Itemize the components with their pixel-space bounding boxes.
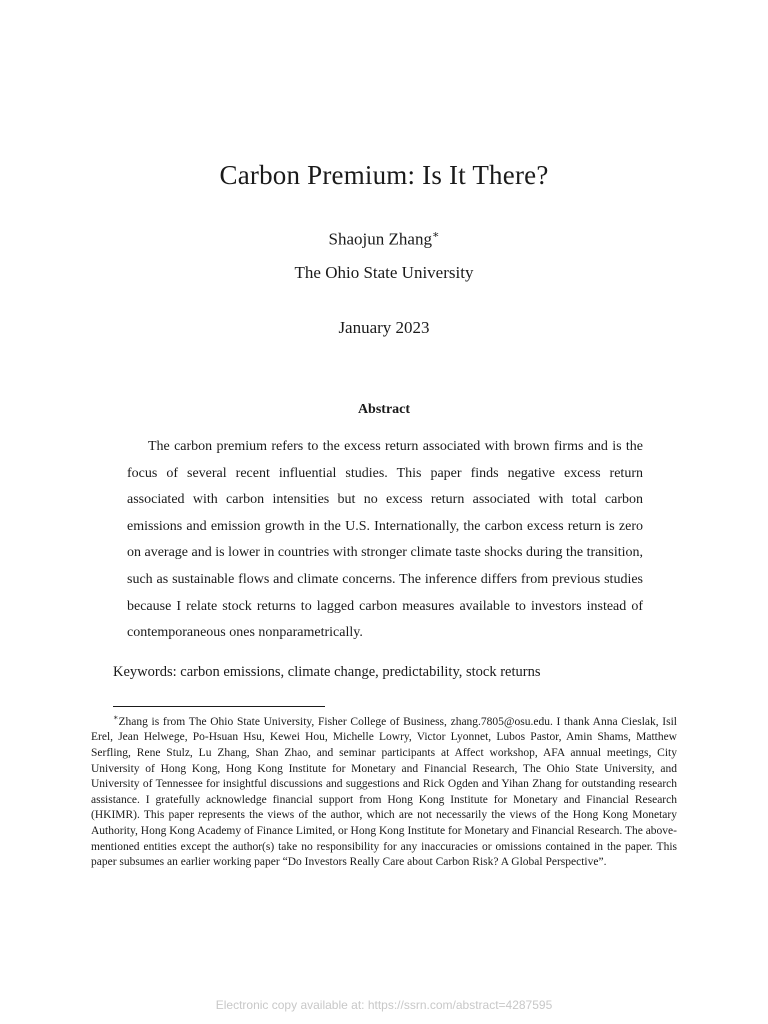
- footnote-text: Zhang is from The Ohio State University, Fisher College of Business, zhang.7805@osu.edu. I thank Anna Cieslak, Isil Erel, Jean Helwege, Po-Hsuan Hsu, Kewei Hou, Michelle Lowry, Victor Lyonnet, Lubos Pastor, Amin Shams, Matthew Serfling, Rene Stulz, Lu Zhang, Shan Zhao, and seminar participants at Affect workshop, AFA annual meetings, City University of Hong Kong, Hong Kong Institute for Monetary and Financial Research, The Ohio State University, and University of Tennessee for insightful discussions and suggestions and Rick Ogden and Yihan Zhang for outstanding research assistance. I gratefully acknowledge financial support from Hong Kong Institute for Monetary and Financial Research (HKIMR). This paper represents the views of the author, which are not necessarily the views of the Hong Kong Monetary Authority, Hong Kong Academy of Finance Limited, or Hong Kong Institute for Monetary and Financial Research. The above-mentioned entities except the author(s) take no responsibility for any inaccuracies or omissions contained in the paper. This paper subsumes an earlier working paper “Do Investors Really Care about Carbon Risk? A Global Perspective”.: [91, 715, 677, 869]
- author-footnote-marker: ∗: [431, 229, 440, 241]
- paper-title: Carbon Premium: Is It There?: [219, 160, 549, 190]
- ssrn-watermark: Electronic copy available at: https://ssrn.com/abstract=4287595: [215, 998, 553, 1012]
- author-name-text: Shaojun Zhang: [328, 229, 432, 249]
- abstract-body: The carbon premium refers to the excess return associated with brown firms and is the focus of several recent influential studies. This paper finds negative excess return associated with carbon intensities but no excess return associated with total carbon emissions and emission growth in the U.S. Internationally, the carbon excess return is zero on average and is lower in countries with stronger climate taste shocks during the transition, such as sustainable flows and climate concerns. The inference differs from previous studies because I relate stock returns to lagged carbon measures available to investors instead of contemporaneous ones nonparametrically.: [127, 439, 643, 641]
- abstract-heading: Abstract: [357, 402, 411, 417]
- footnote-marker: ∗: [113, 713, 119, 722]
- keywords: Keywords: carbon emissions, climate change, predictability, stock returns: [113, 664, 541, 680]
- author-name: [0, 228, 768, 250]
- author-affiliation: The Ohio State University: [294, 263, 474, 282]
- footnote: [91, 710, 677, 871]
- publication-date: January 2023: [338, 318, 430, 337]
- footnote-divider: [113, 706, 325, 707]
